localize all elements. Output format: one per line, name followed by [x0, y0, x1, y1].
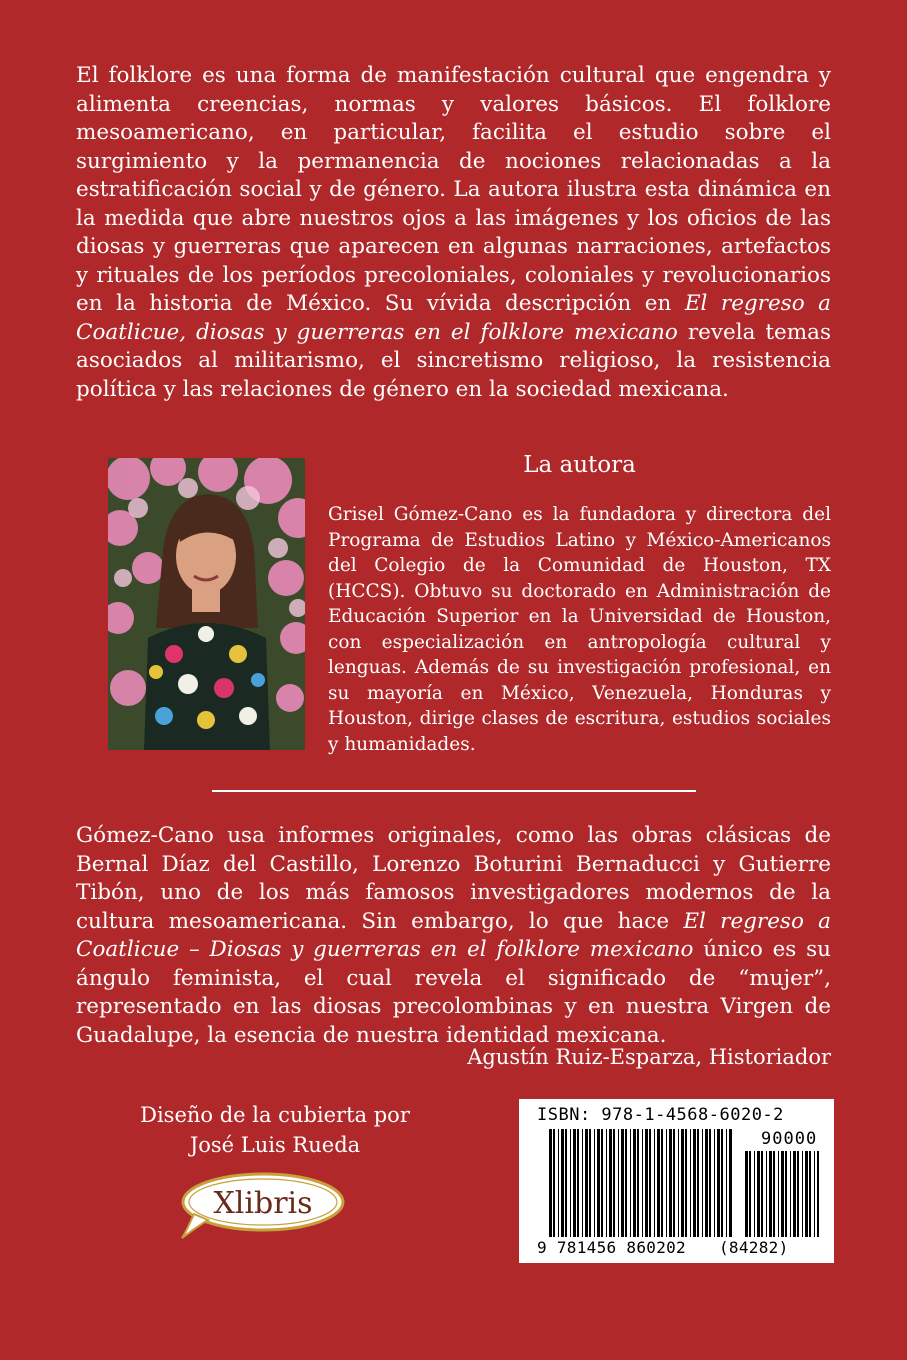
- barcode-bar: [561, 1129, 564, 1237]
- barcode-bar: [805, 1151, 808, 1237]
- xlibris-logo-icon: [178, 1168, 348, 1240]
- review-book-title: El regreso a Coatlicue – Diosas y guerreras en el folklore mexicano: [76, 908, 831, 962]
- review-text: Gómez-Cano usa informes originales, como las obras clásicas de Bernal Díaz del Castillo, Lorenzo Boturini Bernaducci y Gutierre Tibón, uno de los más famosos investigadores modernos de la cultura mesoamericana. Sin embargo, lo que hace: [76, 823, 831, 934]
- barcode-bar: [570, 1129, 571, 1237]
- barcode-bar: [757, 1151, 760, 1237]
- barcode-bar: [729, 1129, 732, 1237]
- barcode-bar: [766, 1151, 767, 1237]
- barcode-bar: [717, 1129, 720, 1237]
- barcode-bar: [582, 1129, 583, 1237]
- barcode-bar: [553, 1129, 555, 1237]
- barcode-bar: [642, 1129, 643, 1237]
- barcode-bar: [817, 1151, 819, 1237]
- author-heading: La autora: [523, 452, 636, 478]
- barcode-bar: [685, 1129, 687, 1237]
- author-photo-image: [108, 458, 305, 750]
- xlibris-logo-text: Xlibris: [213, 1186, 313, 1221]
- barcode-bar: [654, 1129, 655, 1237]
- barcode-bar: [802, 1151, 803, 1237]
- barcode-bar: [558, 1129, 559, 1237]
- credit-line-1: Diseño de la cubierta por: [140, 1103, 410, 1127]
- barcode-bar: [749, 1151, 751, 1237]
- barcode-bar: [645, 1129, 648, 1237]
- intro-book-title: El regreso a Coatlicue, diosas y guerreras en el folklore mexicano: [76, 291, 831, 345]
- barcode-bar: [693, 1129, 696, 1237]
- intro-text: El folklore es una forma de manifestación cultural que engendra y alimenta creencias, normas y valores básicos. El folklore mesoamericano, en particular, facilita el estudio sobre el surgimiento y la permanencia de nociones relacionadas a la estratificación social y de género. La autora ilustra esta dinámica en la medida que abre nuestros ojos a las imágenes y los oficios de las diosas y guerreras que aparecen en algunas narraciones, artefactos y rituales de los períodos precoloniales, coloniales y revolucionarios en la historia de México. Su vívida descripción en: [76, 63, 831, 316]
- barcode-bar: [790, 1151, 791, 1237]
- barcode-bar: [657, 1129, 660, 1237]
- barcode-bar: [809, 1151, 811, 1237]
- barcode-bar: [618, 1129, 619, 1237]
- barcode-bar: [793, 1151, 796, 1237]
- barcode-bar: [714, 1129, 715, 1237]
- barcode-bar: [606, 1129, 607, 1237]
- barcode-number: 9 781456 860202: [537, 1238, 686, 1257]
- barcode-bar: [585, 1129, 588, 1237]
- price-addon-label: 90000: [761, 1129, 818, 1149]
- intro-paragraph: [76, 62, 831, 404]
- barcode-bar: [630, 1129, 631, 1237]
- barcode-bar: [594, 1129, 595, 1237]
- barcode-bar: [613, 1129, 615, 1237]
- intro-text-end: revela temas asociados al militarismo, el sincretismo religioso, la resistencia política y las relaciones de género en la sociedad mexicana.: [76, 319, 831, 402]
- barcode-bar: [769, 1151, 772, 1237]
- barcode-bar: [726, 1129, 727, 1237]
- barcode-bar: [549, 1129, 552, 1237]
- section-divider: [212, 790, 696, 792]
- barcode-bar: [705, 1129, 708, 1237]
- barcode-bar: [785, 1151, 787, 1237]
- barcode-bar: [690, 1129, 691, 1237]
- barcode-bar: [577, 1129, 579, 1237]
- credit-line-2: José Luis Rueda: [189, 1133, 361, 1157]
- barcode-bar: [637, 1129, 639, 1237]
- barcode-bar: [745, 1151, 748, 1237]
- review-attribution: Agustín Ruiz-Esparza, Historiador: [467, 1045, 831, 1069]
- xlibris-logo: [178, 1168, 348, 1240]
- barcode-bar: [633, 1129, 636, 1237]
- barcode-bar: [709, 1129, 711, 1237]
- barcode-bar: [697, 1129, 699, 1237]
- barcode-bar: [681, 1129, 684, 1237]
- barcode-bar: [673, 1129, 675, 1237]
- review-text-end: único es su ángulo feminista, el cual revela el significado de “mujer”, representado en las diosas precolombinas y en nuestra Virgen de Guadalupe, la esencia de nuestra identidad mexicana.: [76, 937, 831, 1048]
- barcode-bar: [621, 1129, 624, 1237]
- cover-design-credit: [110, 1100, 440, 1160]
- review-paragraph: [76, 822, 831, 1050]
- author-bio: Grisel Gómez-Cano es la fundadora y directora del Programa de Estudios Latino y México-Americanos del Colegio de la Comunidad de Houston, TX (HCCS). Obtuvo su doctorado en Administración de Educación Superior en la Universidad de Houston, con especialización en antropología cultural y lenguas. Además de su investigación profesional, en su mayoría en México, Venezuela, Honduras y Houston, dirige clases de escritura, estudios sociales y humanidades.: [328, 504, 831, 755]
- barcode-bar: [625, 1129, 627, 1237]
- barcode-bar: [721, 1129, 723, 1237]
- barcode-bar: [678, 1129, 679, 1237]
- isbn-label: ISBN: 978-1-4568-6020-2: [537, 1105, 784, 1125]
- barcode-bar: [669, 1129, 672, 1237]
- barcode-bar: [797, 1151, 799, 1237]
- barcode-bar: [649, 1129, 651, 1237]
- isbn-barcode: [519, 1099, 834, 1263]
- barcode-bar: [601, 1129, 603, 1237]
- barcode-bar: [702, 1129, 703, 1237]
- author-photo: [108, 458, 305, 750]
- barcode-bar: [754, 1151, 755, 1237]
- barcode-bar: [565, 1129, 567, 1237]
- barcode-bar: [597, 1129, 600, 1237]
- barcode-bar: [781, 1151, 784, 1237]
- barcode-bar: [773, 1151, 775, 1237]
- barcode-bar: [661, 1129, 663, 1237]
- barcode-bar: [609, 1129, 612, 1237]
- barcode-bar: [573, 1129, 576, 1237]
- barcode-bar: [778, 1151, 779, 1237]
- barcode-bar: [589, 1129, 591, 1237]
- barcode-bar: [761, 1151, 763, 1237]
- barcode-bar: [666, 1129, 667, 1237]
- barcode-addon-number: (84282): [719, 1238, 789, 1257]
- barcode-bar: [814, 1151, 815, 1237]
